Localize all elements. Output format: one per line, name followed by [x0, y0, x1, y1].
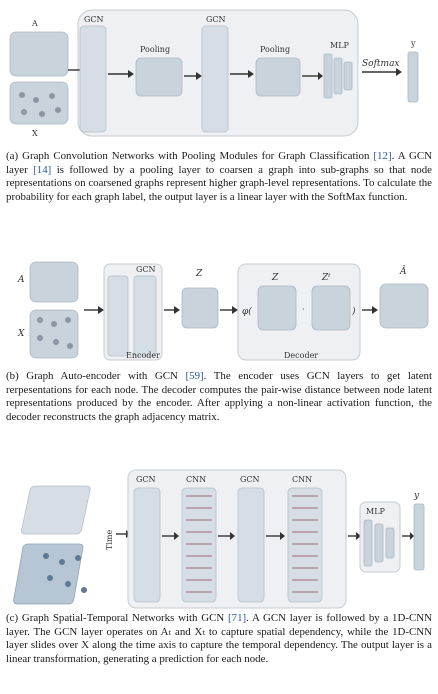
decoder-zt [312, 286, 350, 330]
label-cnn-c1: CNN [186, 475, 207, 484]
label-mlp-a: MLP [330, 41, 349, 50]
label-y-c: y [414, 491, 420, 501]
mlp-c-layer-3 [386, 528, 394, 558]
mlp-a-layer-3 [344, 62, 352, 90]
citation-14[interactable]: [14] [33, 163, 52, 176]
label-softmax: Softmax [362, 59, 400, 69]
cnn-c-1 [182, 488, 216, 602]
label-y-a: y [411, 39, 416, 48]
adjacency-matrix-a [10, 32, 68, 76]
citation-12[interactable]: [12] [373, 150, 392, 162]
label-decoder: Decoder [284, 351, 319, 360]
mlp-c-layer-1 [364, 520, 372, 566]
citation-59[interactable]: [59] [185, 370, 204, 382]
mlp-c-layer-2 [375, 524, 383, 562]
decoder-z [258, 286, 296, 330]
label-pooling-2: Pooling [260, 45, 291, 54]
caption-c: (c) Graph Spatial-Temporal Networks with GCN [71]. A GCN layer is followed by a 1D-CNN layer. The GCN layer operates on Aₜ and Xₜ to capture spatial dependency, while the 1D-CNN layer slides over X along the time axis to capture the temporal dependency. The output layer is a linear transformation, generating a prediction for each node. [6, 612, 432, 665]
label-time: Time [105, 529, 114, 550]
adjacency-stack [21, 486, 91, 534]
label-z: Z [196, 269, 203, 279]
mlp-a-layer-2 [334, 58, 342, 94]
diagram-c [0, 462, 438, 610]
feature-matrix-x [10, 82, 68, 124]
gcn-c-1 [134, 488, 160, 602]
label-mlp-c: MLP [366, 507, 385, 516]
label-phi: φ( [242, 307, 252, 317]
diagram-b [0, 254, 438, 366]
caption-b: (b) Graph Auto-encoder with GCN [59]. The encoder uses GCN layers to get latent rerpesentations for each node. The decoder computes the pair-wise distance between node latent representations produced by the encoder. After applying a non-linear activation function, the decoder reconstructs the graph adjacency matrix. [6, 370, 433, 423]
label-pooling-1: Pooling [140, 45, 171, 54]
label-b-features: X [18, 329, 25, 339]
label-b-adjacency: A [18, 275, 25, 285]
mlp-a-layer-1 [324, 54, 332, 98]
label-gcn-2: GCN [206, 15, 226, 24]
label-dot: · [302, 305, 305, 314]
encoder-gcn-1 [108, 276, 128, 356]
encoder-gcn-2 [134, 276, 156, 356]
feature-matrix-b [30, 310, 78, 358]
cnn-c-2 [288, 488, 322, 602]
feature-stack [13, 544, 84, 604]
label-z-dec: Z [272, 273, 279, 283]
label-gcn-b: GCN [136, 265, 156, 274]
label-gcn-c1: GCN [136, 475, 156, 484]
label-cnn-c2: CNN [292, 475, 313, 484]
pooling-layer-2 [256, 58, 300, 96]
latent-z [182, 288, 218, 328]
gcn-layer-2 [202, 26, 228, 132]
gcn-c-2 [238, 488, 264, 602]
label-zt-dec: Zᵗ [322, 273, 331, 283]
citation-71[interactable]: [71] [228, 612, 247, 624]
diagram-a [0, 0, 438, 152]
label-gcn-c2: GCN [240, 475, 260, 484]
figure-panel-c [0, 462, 438, 610]
figure-panel-b [0, 254, 438, 366]
caption-a: (a) Graph Convolution Networks with Pooling Modules for Graph Classification [12]. A GCN layer [14] is followed by a pooling layer to coarsen a graph into sub-graphs so that node representations on coarsened graphs represent higher graph-level representations. To calculate the probability for each graph label, the output layer is a linear layer with the SoftMax function. [6, 150, 433, 203]
label-a-adjacency: A [32, 19, 38, 28]
label-ahat: Â [400, 267, 407, 277]
output-y-c [414, 504, 424, 570]
label-close-paren: ) [352, 307, 356, 317]
label-a-features: X [32, 129, 38, 138]
adjacency-matrix-b [30, 262, 78, 302]
pooling-layer-1 [136, 58, 182, 96]
reconstructed-adjacency [380, 284, 428, 328]
gcn-layer-1 [80, 26, 106, 132]
label-encoder: Encoder [126, 351, 160, 360]
output-y-a [408, 52, 418, 102]
label-gcn-1: GCN [84, 15, 104, 24]
figure-panel-a [0, 0, 438, 152]
